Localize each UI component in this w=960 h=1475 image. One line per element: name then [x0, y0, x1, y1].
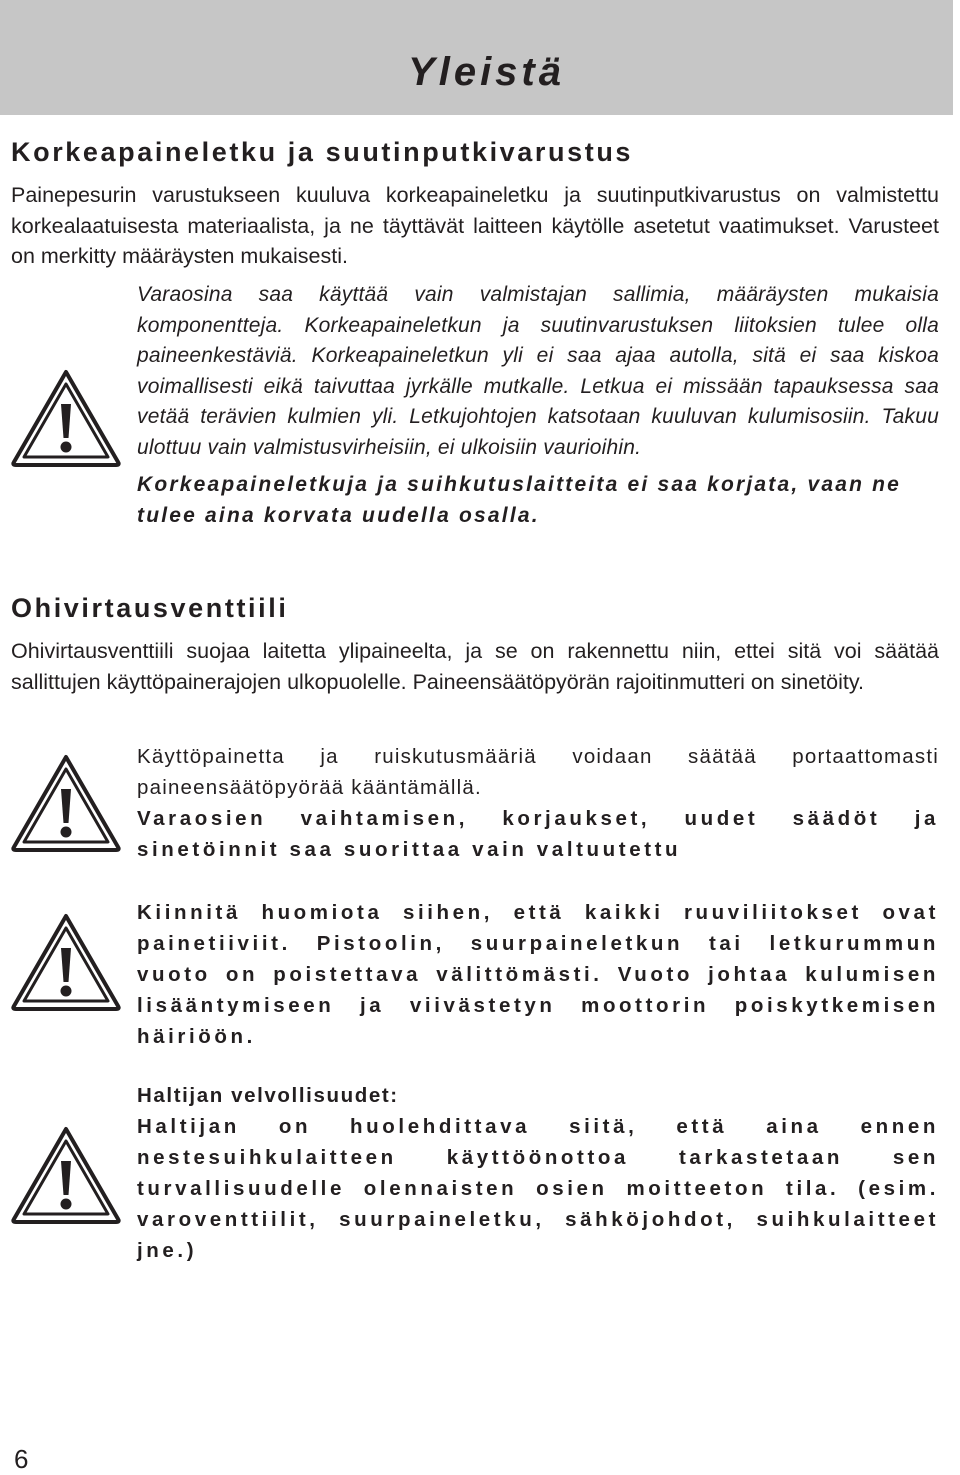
warning-bold-hose: Korkeapaineletkuja ja suihkutuslaitteita ei saa korjata, vaan ne tulee aina korvata uudella osalla.	[137, 473, 902, 527]
page-title: Yleistä	[408, 50, 565, 94]
warning-note-adjust	[137, 742, 939, 865]
section-heading-hose: Korkeapaineletku ja suutinputkivarustus	[11, 137, 634, 167]
warning-note-owner	[137, 1080, 939, 1266]
warning-heading-owner: Haltijan velvollisuudet:	[137, 1084, 399, 1107]
warning-note-leaks	[137, 897, 939, 1052]
section-intro-valve: Ohivirtausventtiili suojaa laitetta ylipaineelta, ja se on rakennettu niin, ettei sitä voi säätää sallittujen käyttöpainerajojen ulkopuolelle. Paineensäätöpyörän rajoitinmutteri on sinetöity.	[11, 639, 939, 694]
warning-text-adjust: Käyttöpainetta ja ruiskutusmääriä voidaan säätää portaattomasti paineensäätöpyörää kääntämällä.	[137, 745, 939, 799]
warning-bold-owner: Haltijan on huolehdittava siitä, että aina ennen nestesuihkulaitteen käyttöönottoa tarkastetaan sen turvallisuudelle olennaisten osien moitteeton tila. (esim. varoventtiilit, suurpaineletku, sähköjohdot, suihkulaitteet jne.)	[137, 1115, 939, 1262]
warning-text-hose: Varaosina saa käyttää vain valmistajan sallimia, määräysten mukaisia komponentteja. Korkeapaineletkun ja suutinvarustuksen liitoksien tulee olla paineenkestäviä. Korkeapaineletkun yli ei saa ajaa autolla, sitä ei saa kiskoa voimallisesti eikä taivuttaa jyrkälle mutkalle. Letkua ei missään tapauksessa saa vetää terävien kulmien yli. Letkujohtojen katsotaan kuuluvan kulumisosiin. Takuu ulottuu vain valmistusvirheisiin, ei ulkoisiin vaurioihin.	[137, 283, 939, 459]
warning-bold-leaks: Kiinnitä huomiota siihen, että kaikki ruuviliitokset ovat painetiiviit. Pistoolin, suurpaineletkun tai letkurummun vuoto on poistettava välittömästi. Vuoto johtaa kulumisen lisääntymiseen ja viivästetyn moottorin poiskytkemisen häiriöön.	[137, 901, 939, 1048]
warning-triangle-icon	[10, 753, 122, 853]
warning-triangle-icon	[10, 368, 122, 468]
warning-triangle-icon	[10, 1125, 122, 1225]
warning-bold-adjust: Varaosien vaihtamisen, korjaukset, uudet säädöt ja sinetöinnit saa suorittaa vain valtuutettu	[137, 807, 939, 861]
page-number: 6	[14, 1444, 29, 1474]
section-heading-valve: Ohivirtausventtiili	[11, 593, 289, 623]
warning-note-hose	[137, 280, 939, 531]
warning-triangle-icon	[10, 912, 122, 1012]
section-intro-hose: Painepesurin varustukseen kuuluva korkeapaineletku ja suutinputkivarustus on valmistettu korkealaatuisesta materiaalista, ja ne täyttävät laitteen käytölle asetetut vaatimukset. Varusteet on merkitty määräysten mukaisesti.	[11, 183, 939, 268]
